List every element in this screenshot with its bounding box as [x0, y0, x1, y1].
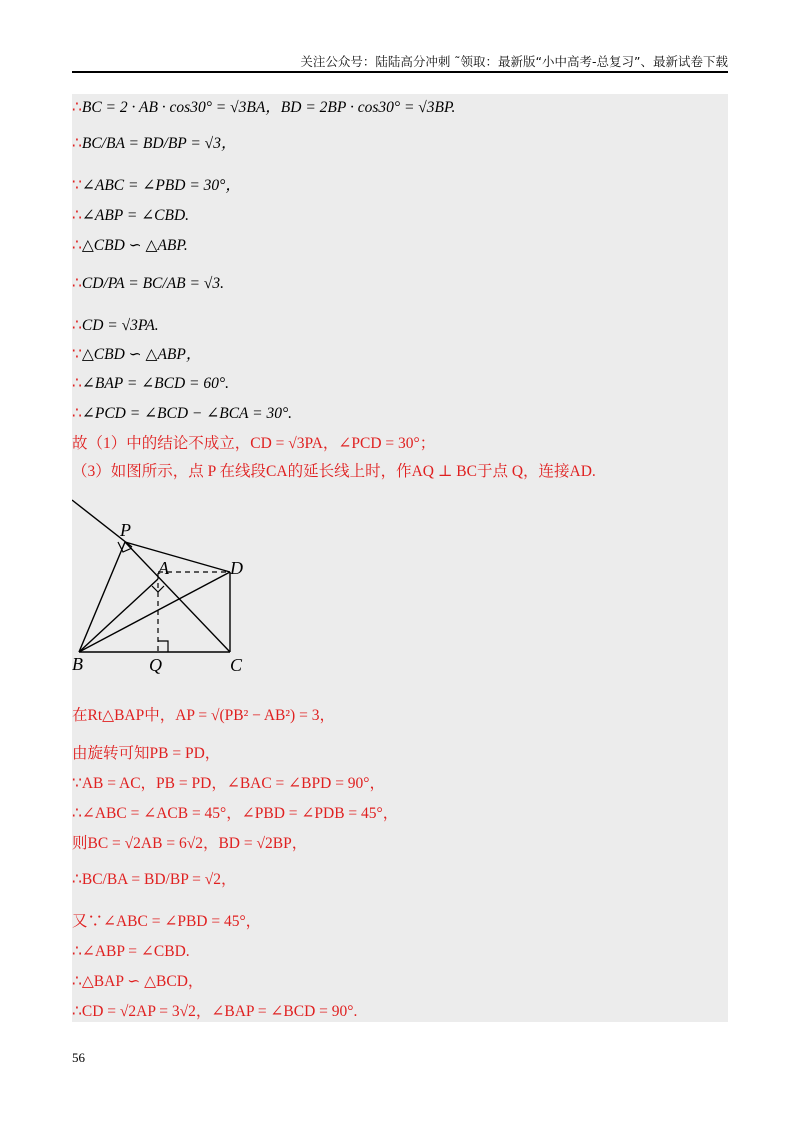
- rt-triangle-line: 在Rt△BAP中，AP = √(PB² − AB²) = 3，: [72, 707, 335, 724]
- header-rule: [72, 71, 728, 73]
- label-q: Q: [149, 655, 162, 675]
- solution-line-1: ∴BC = 2 · AB · cos30° = √3BA，BD = 2BP · cos30° = √3BP.: [72, 99, 456, 116]
- solution-line-18: ∴BC/BA = BD/BP = √2，: [72, 871, 237, 888]
- solution-line-20: ∴∠ABP = ∠CBD.: [72, 943, 190, 960]
- solution-line-3: ∵∠ABC = ∠PBD = 30°，: [72, 177, 241, 194]
- solution-line-22: ∴CD = √2AP = 3√2，∠BAP = ∠BCD = 90°.: [72, 1003, 358, 1020]
- solution-line-5: ∴△CBD ∽ △ABP.: [72, 237, 188, 254]
- solution-line-2: ∴BC/BA = BD/BP = √3，: [72, 135, 237, 152]
- solution-line-8: ∵△CBD ∽ △ABP，: [72, 346, 202, 363]
- right-angle-q: [158, 641, 168, 652]
- solution-line-19: 又∵∠ABC = ∠PBD = 45°，: [72, 913, 262, 930]
- page-header: 关注公众号：陆陆高分冲刺 ˜领取：最新版“小中高考-总复习”、最新试卷下载: [300, 54, 728, 69]
- solution-content: [72, 94, 728, 1022]
- rotation-line: 由旋转可知PB = PD，: [72, 745, 221, 762]
- page-number: 56: [72, 1050, 85, 1065]
- part3-intro-line: （3）如图所示，点 P 在线段CA的延长线上时，作AQ ⊥ BC于点 Q，连接AD.: [72, 463, 596, 480]
- solution-line-7: ∴CD = √3PA.: [72, 317, 159, 334]
- segment-pc: [125, 542, 230, 652]
- solution-line-21: ∴△BAP ∽ △BCD，: [72, 973, 204, 990]
- label-p: P: [120, 520, 131, 540]
- solution-line-9: ∴∠BAP = ∠BCD = 60°.: [72, 375, 229, 392]
- solution-line-4: ∴∠ABP = ∠CBD.: [72, 207, 190, 224]
- conclusion-line: 故（1）中的结论不成立，CD = √3PA，∠PCD = 30°；: [72, 435, 436, 452]
- solution-line-15: ∵AB = AC，PB = PD，∠BAC = ∠BPD = 90°，: [72, 775, 386, 792]
- solution-line-16: ∴∠ABC = ∠ACB = 45°，∠PBD = ∠PDB = 45°，: [72, 805, 399, 822]
- geometry-figure: [72, 494, 312, 684]
- solution-line-17: 则BC = √2AB = 6√2，BD = √2BP，: [72, 835, 308, 852]
- label-a: A: [158, 558, 169, 578]
- label-d: D: [230, 558, 243, 578]
- segment-bd: [79, 572, 230, 652]
- segment-pd: [125, 542, 230, 572]
- label-b: B: [72, 654, 83, 674]
- segment-ba: [79, 579, 158, 652]
- solution-line-10: ∴∠PCD = ∠BCD − ∠BCA = 30°.: [72, 405, 293, 422]
- solution-line-6: ∴CD/PA = BC/AB = √3.: [72, 275, 224, 292]
- segment-pb: [79, 542, 125, 652]
- label-c: C: [230, 655, 243, 675]
